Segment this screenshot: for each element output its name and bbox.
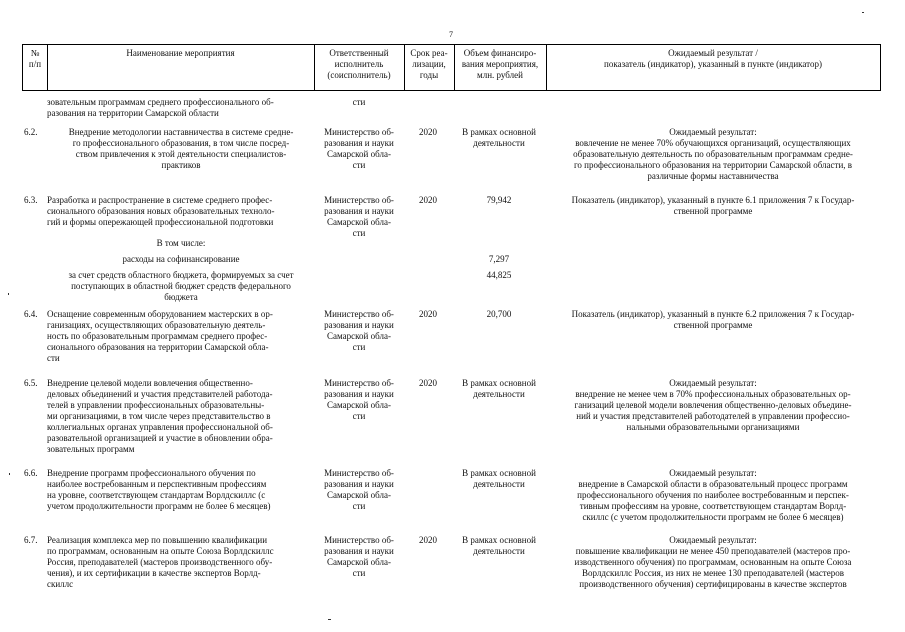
text-line: сти: [352, 411, 366, 421]
text-line: коллегиальных органах управления профессиональной об-: [47, 422, 273, 432]
text-line: разовательной организацией и участие в обновлении обра-: [47, 433, 273, 443]
cell-responsible: [315, 309, 403, 353]
text-line: Ожидаемый результат /: [668, 48, 758, 58]
text-line: показатель (индикатор), указанный в пункте (индикатор): [604, 59, 822, 69]
text-line: 79,942: [486, 195, 512, 205]
text-line: разования и науки: [324, 320, 394, 330]
cell-financing: [453, 254, 545, 265]
text-line: (соисполнитель): [327, 70, 391, 80]
text-line: 44,825: [486, 270, 512, 280]
cell-num: 6.4.: [24, 309, 38, 319]
text-line: Разработка и распространение в системе среднего профес-: [47, 195, 273, 205]
text-line: Россия, преподавателей (мастеров производственного обу-: [47, 557, 273, 567]
text-line: Наименование мероприятия: [126, 48, 235, 58]
table-header: [22, 44, 881, 91]
cell-result: [545, 309, 881, 331]
text-line: вовлечение не менее 70% обучающихся организаций, осуществляющих: [575, 138, 851, 148]
text-line: повышение квалификации не менее 450 преподавателей (мастеров про-: [575, 546, 851, 556]
text-line: разования и науки: [324, 389, 394, 399]
cell-name: [47, 309, 315, 364]
cell-financing: [453, 195, 545, 206]
cell-name: [47, 195, 315, 228]
cell-name: [47, 535, 315, 590]
text-line: учетом продолжительности программ не более 6 месяцев): [47, 501, 271, 511]
text-line: нальными образовательными организациями: [626, 422, 800, 432]
text-line: ми организациями, в том числе через представительство в: [47, 411, 271, 421]
text-line: Самарской обла-: [327, 490, 391, 500]
text-line: разования на территории Самарской области: [47, 108, 219, 118]
text-line: Срок реа-: [410, 48, 448, 58]
cell-num: 6.7.: [24, 535, 38, 545]
text-line: сионального образования новых образовательных техноло-: [47, 206, 275, 216]
text-line: Внедрение целевой модели вовлечения общественно-: [47, 378, 253, 388]
text-line: сти: [352, 160, 366, 170]
text-line: сти: [352, 568, 366, 578]
text-line: Самарской обла-: [327, 331, 391, 341]
text-line: профессионального обучения по наиболее востребованным и перспек-: [577, 490, 849, 500]
text-line: гий и формы опережающей профессиональной подготовки: [47, 217, 274, 227]
text-line: разования и науки: [324, 206, 394, 216]
text-line: Самарской обла-: [327, 149, 391, 159]
text-line: лизации,: [412, 59, 446, 69]
text-line: Ожидаемый результат:: [669, 535, 757, 545]
cell-term: 2020: [419, 309, 437, 319]
text-line: Ответственный: [329, 48, 389, 58]
header-name: [47, 48, 314, 59]
cell-responsible: [315, 535, 403, 579]
text-line: различные формы наставничества: [647, 171, 779, 181]
text-line: Министерство об-: [324, 468, 394, 478]
cell-responsible: [315, 195, 403, 239]
cell-responsible: [315, 97, 403, 108]
cell-name: [47, 238, 315, 249]
text-line: В рамках основной: [462, 378, 536, 388]
text-line: млн. рублей: [477, 70, 523, 80]
text-line: Реализация комплекса мер по повышению квалификации: [47, 535, 268, 545]
text-line: разования и науки: [324, 138, 394, 148]
cell-financing: [453, 127, 545, 149]
text-line: го профессионального образования на территории Самарской области, в: [573, 160, 853, 170]
text-line: деятельности: [473, 546, 525, 556]
text-line: ством привлечения к этой деятельности специалистов-: [75, 149, 287, 159]
text-line: В рамках основной: [462, 127, 536, 137]
cell-name: [47, 378, 315, 455]
cell-financing: [453, 468, 545, 490]
text-line: Самарской обла-: [327, 400, 391, 410]
cell-name: [47, 127, 315, 171]
text-line: сионального образования на территории Самарской обла-: [47, 342, 269, 352]
text-line: деловых объединений и участия представителей работода-: [47, 389, 273, 399]
cell-num: 6.5.: [24, 378, 38, 388]
text-line: Ворлдскиллс Россия, из них не менее 130 преподавателей (мастеров: [582, 568, 844, 578]
text-line: Самарской обла-: [327, 217, 391, 227]
text-line: наиболее востребованным и перспективным профессиям: [47, 479, 267, 489]
cell-name: [47, 97, 315, 119]
text-line: бюджета: [164, 292, 198, 302]
text-line: В том числе:: [156, 238, 206, 248]
cell-num: 6.3.: [24, 195, 38, 205]
cell-result: [545, 468, 881, 523]
text-line: ственной программе: [673, 320, 753, 330]
header-result: [546, 48, 880, 70]
text-line: Внедрение программ профессионального обучения по: [47, 468, 256, 478]
text-line: изводственного обучения) по программам, основанным на опыте Союза: [574, 557, 852, 567]
cell-term: 2020: [419, 127, 437, 137]
text-line: деятельности: [473, 479, 525, 489]
text-line: разования и науки: [324, 546, 394, 556]
text-line: поступающих в областной бюджет средств федерального: [71, 281, 291, 291]
cell-name: [47, 254, 315, 265]
cell-term: 2020: [419, 535, 437, 545]
text-line: деятельности: [473, 138, 525, 148]
text-line: ганизаций целевой модели вовлечения общественно-деловых объедине-: [574, 400, 852, 410]
cell-financing: [453, 309, 545, 320]
text-line: Министерство об-: [324, 195, 394, 205]
text-line: Объем финансиро-: [463, 48, 537, 58]
page-number: 7: [449, 30, 453, 39]
text-line: ганизациях, осуществляющих образовательную деятель-: [47, 320, 266, 330]
text-line: деятельности: [473, 389, 525, 399]
text-line: внедрение не менее чем в 70% профессиональных образовательных ор-: [575, 389, 851, 399]
cell-result: [545, 535, 881, 590]
text-line: 20,700: [486, 309, 512, 319]
text-line: тивным профессиям на уровне, соответствующем стандартам Ворлд-: [579, 501, 847, 511]
text-line: внедрение в Самарской области в образовательный процесс программ: [578, 479, 848, 489]
cell-name: [47, 270, 315, 303]
text-line: практиков: [161, 160, 201, 170]
cell-responsible: [315, 468, 403, 512]
text-line: Ожидаемый результат:: [669, 468, 757, 478]
text-line: Ожидаемый результат:: [669, 378, 757, 388]
text-line: производственного обучения) сертифицированы в качестве экспертов: [579, 579, 847, 589]
header-responsible: [314, 48, 404, 81]
text-line: Показатель (индикатор), указанный в пункте 6.2 приложения 7 к Государ-: [571, 309, 855, 319]
text-line: исполнитель: [334, 59, 384, 69]
text-line: Министерство об-: [324, 378, 394, 388]
text-line: расходы на софинансирование: [122, 254, 240, 264]
text-line: Министерство об-: [324, 535, 394, 545]
header-financing: [454, 48, 546, 81]
cell-num: 6.2.: [24, 127, 38, 137]
cell-result: [545, 127, 881, 182]
text-line: го профессионального образования, в том числе посред-: [72, 138, 290, 148]
text-line: ственной программе: [673, 206, 753, 216]
cell-num: 6.6.: [24, 468, 38, 478]
header-num: [23, 48, 47, 70]
text-line: Внедрение методологии наставничества в системе средне-: [68, 127, 294, 137]
text-line: телей в управлении профессиональных образовательны-: [47, 400, 265, 410]
cell-responsible: [315, 378, 403, 422]
text-line: чения), и их сертификации в качестве экспертов Ворлд-: [47, 568, 261, 578]
text-line: вания мероприятия,: [461, 59, 539, 69]
text-line: сти: [47, 353, 60, 363]
cell-responsible: [315, 127, 403, 171]
cell-financing: [453, 270, 545, 281]
text-line: зовательным программам среднего профессионального об-: [47, 97, 274, 107]
text-line: Оснащение современным оборудованием мастерских в ор-: [47, 309, 273, 319]
text-line: Министерство об-: [324, 127, 394, 137]
text-line: сти: [352, 228, 366, 238]
cell-name: [47, 468, 315, 512]
text-line: сти: [352, 97, 366, 107]
text-line: сти: [352, 342, 366, 352]
text-line: сти: [352, 501, 366, 511]
cell-result: [545, 378, 881, 433]
header-term: [404, 48, 454, 81]
text-line: скиллс: [47, 579, 74, 589]
text-line: ность по образовательным программам среднего профес-: [47, 331, 268, 341]
cell-financing: [453, 378, 545, 400]
text-line: п/п: [28, 59, 42, 69]
text-line: В рамках основной: [462, 468, 536, 478]
cell-financing: [453, 535, 545, 557]
text-line: скиллс (с учетом продолжительности программ не более 6 месяцев): [582, 512, 844, 522]
cell-term: 2020: [419, 195, 437, 205]
text-line: В рамках основной: [462, 535, 536, 545]
cell-term: 2020: [419, 378, 437, 388]
text-line: Министерство об-: [324, 309, 394, 319]
text-line: Показатель (индикатор), указанный в пункте 6.1 приложения 7 к Государ-: [571, 195, 855, 205]
text-line: Ожидаемый результат:: [669, 127, 757, 137]
text-line: образовательную деятельность по образовательным программам средне-: [573, 149, 853, 159]
text-line: №: [30, 48, 40, 58]
text-line: ний и участия представителей работодателей в управлении профессио-: [576, 411, 850, 421]
text-line: разования и науки: [324, 479, 394, 489]
text-line: зовательных программ: [47, 444, 135, 454]
text-line: годы: [419, 70, 439, 80]
text-line: 7,297: [488, 254, 510, 264]
text-line: на уровне, соответствующем стандартам Ворлдскиллс (с: [47, 490, 266, 500]
cell-result: [545, 195, 881, 217]
text-line: Самарской обла-: [327, 557, 391, 567]
text-line: за счет средств областного бюджета, формируемых за счет: [68, 270, 294, 280]
text-line: по программам, основанным на опыте Союза Ворлдскиллс: [47, 546, 274, 556]
